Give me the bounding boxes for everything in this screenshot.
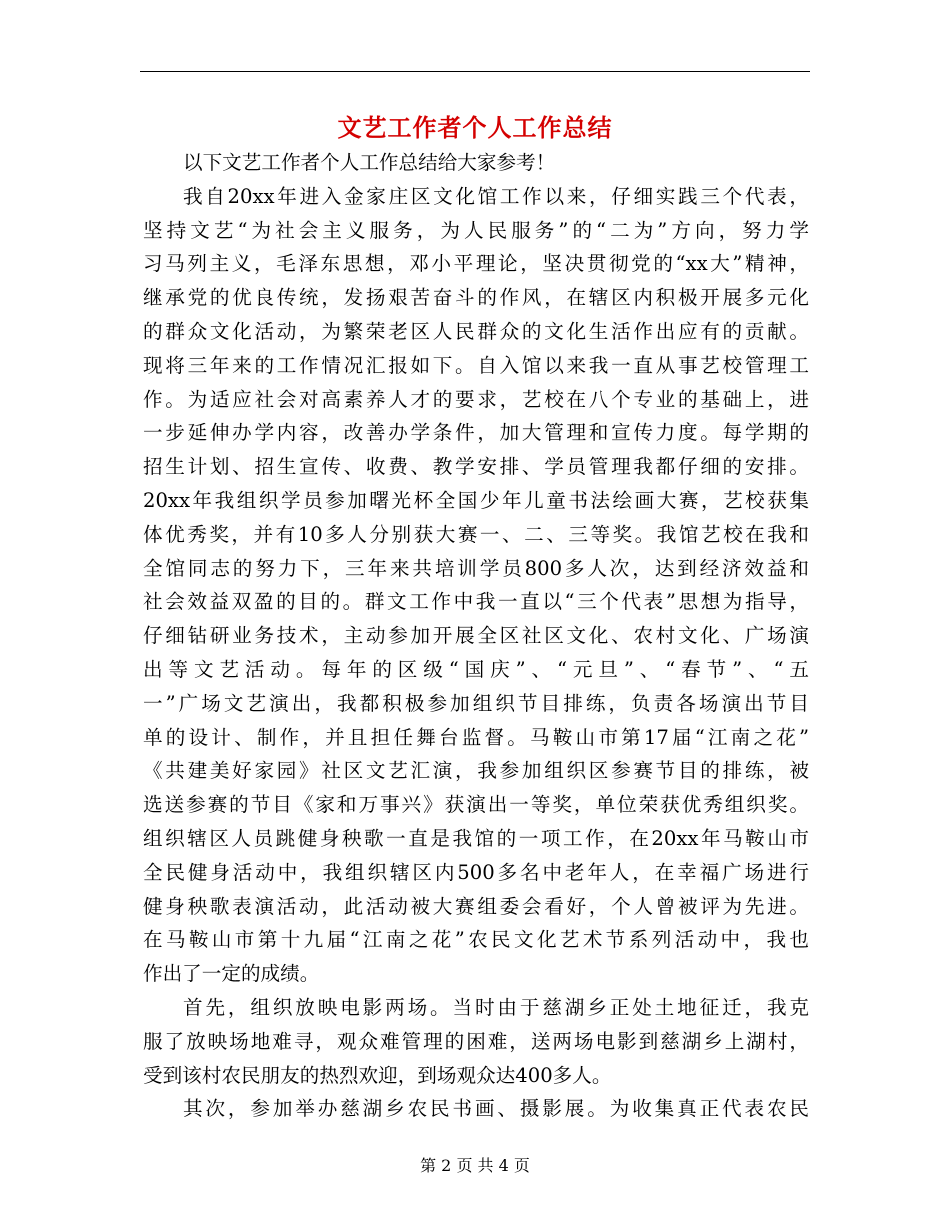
body-line: 继承党的优良传统，发扬艰苦奋斗的作风，在辖区内积极开展多元化 bbox=[143, 286, 809, 310]
body-line: 现将三年来的工作情况汇报如下。自入馆以来我一直从事艺校管理工 bbox=[143, 353, 809, 377]
body-line: 的群众文化活动，为繁荣老区人民群众的文化生活作出应有的贡献。 bbox=[143, 319, 809, 343]
body-line: 选送参赛的节目《家和万事兴》获演出一等奖，单位荣获优秀组织奖。 bbox=[143, 793, 809, 817]
page-footer: 第 2 页 共 4 页 bbox=[420, 1156, 530, 1175]
body-line: 受到该村农民朋友的热烈欢迎，到场观众达400多人。 bbox=[143, 1063, 612, 1087]
body-line: 组织辖区人员跳健身秧歌一直是我馆的一项工作，在20xx年马鞍山市 bbox=[143, 826, 809, 850]
body-line: 一步延伸办学内容，改善办学条件，加大管理和宣传力度。每学期的 bbox=[143, 421, 809, 445]
body-line: 首先，组织放映电影两场。当时由于慈湖乡正处土地征迁，我克 bbox=[183, 995, 809, 1019]
body-line: 一”广场文艺演出，我都积极参加组织节目排练，负责各场演出节目 bbox=[143, 691, 809, 715]
body-line: 20xx年我组织学员参加曙光杯全国少年儿童书法绘画大赛，艺校获集 bbox=[143, 488, 809, 512]
body-line: 作出了一定的成绩。 bbox=[143, 962, 320, 986]
body-line: 全馆同志的努力下，三年来共培训学员800多人次，达到经济效益和 bbox=[143, 556, 809, 580]
body-line: 单的设计、制作，并且担任舞台监督。马鞍山市第17届“江南之花” bbox=[143, 725, 809, 749]
body-line: 出等文艺活动。每年的区级“国庆”、“元旦”、“春节”、“五 bbox=[143, 657, 809, 681]
body-line: 社会效益双盈的目的。群文工作中我一直以“三个代表”思想为指导， bbox=[143, 590, 809, 614]
body-line: 我自20xx年进入金家庄区文化馆工作以来，仔细实践三个代表， bbox=[183, 184, 809, 208]
body-line: 以下文艺工作者个人工作总结给大家参考！ bbox=[183, 151, 556, 174]
body-line: 在马鞍山市第十九届“江南之花”农民文化艺术节系列活动中，我也 bbox=[143, 928, 809, 952]
document-body bbox=[143, 146, 809, 1126]
body-line: 其次，参加举办慈湖乡农民书画、摄影展。为收集真正代表农民 bbox=[183, 1097, 809, 1121]
document-title: 文艺工作者个人工作总结 bbox=[337, 113, 613, 142]
body-line: 习马列主义，毛泽东思想，邓小平理论，坚决贯彻党的“xx大”精神， bbox=[143, 252, 809, 276]
body-line: 招生计划、招生宣传、收费、教学安排、学员管理我都仔细的安排。 bbox=[143, 455, 809, 479]
body-line: 全民健身活动中，我组织辖区内500多名中老年人，在幸福广场进行 bbox=[143, 860, 809, 884]
body-line: 服了放映场地难寻，观众难管理的困难，送两场电影到慈湖乡上湖村， bbox=[143, 1029, 809, 1053]
body-line: 仔细钻研业务技术，主动参加开展全区社区文化、农村文化、广场演 bbox=[143, 624, 809, 648]
body-line: 作。为适应社会对高素养人才的要求，艺校在八个专业的基础上，进 bbox=[143, 387, 809, 411]
body-line: 健身秧歌表演活动，此活动被大赛组委会看好，个人曾被评为先进。 bbox=[143, 894, 809, 918]
header-rule bbox=[140, 71, 810, 72]
body-line: 坚持文艺“为社会主义服务，为人民服务”的“二为”方向，努力学 bbox=[143, 218, 809, 242]
body-line: 《共建美好家园》社区文艺汇演，我参加组织区参赛节目的排练，被 bbox=[143, 759, 809, 783]
body-line: 体优秀奖，并有10多人分别获大赛一、二、三等奖。我馆艺校在我和 bbox=[143, 522, 809, 546]
